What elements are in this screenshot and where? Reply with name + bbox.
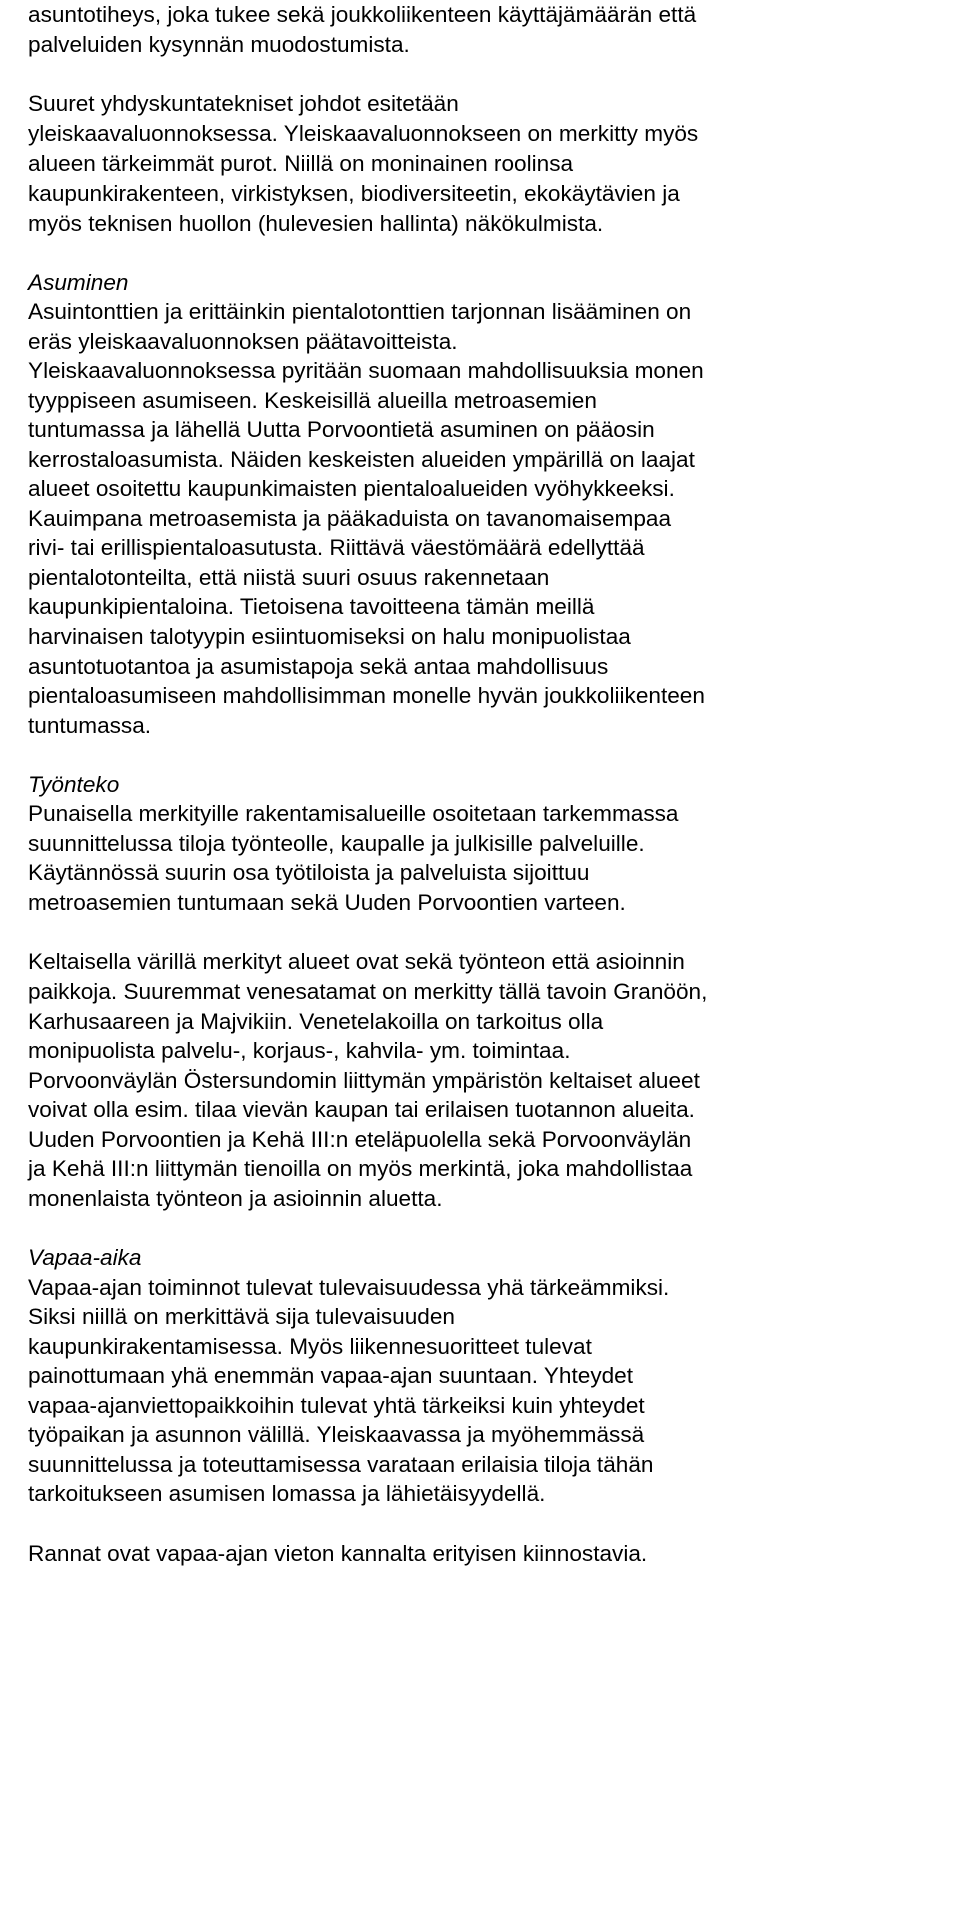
text-line: eräs yleiskaavaluonnoksen päätavoitteista. [28, 329, 458, 354]
text-line: alueen tärkeimmät purot. Niillä on moninainen roolinsa [28, 151, 574, 176]
text-line: metroasemien tuntumaan sekä Uuden Porvoontien varteen. [28, 890, 626, 915]
text-line: tuntumassa. [28, 713, 152, 738]
text-line: myös teknisen huollon (hulevesien hallinta) näkökulmista. [28, 211, 604, 236]
text-line: asuntotuotantoa ja asumistapoja sekä antaa mahdollisuus [28, 654, 609, 679]
text-line: suunnittelussa ja toteuttamisessa varataan erilaisia tiloja tähän [28, 1452, 654, 1477]
text-line: pientalotonteilta, että niistä suuri osuus rakennetaan [28, 565, 550, 590]
text-line: voivat olla esim. tilaa vievän kaupan tai erilaisen tuotannon alueita. [28, 1097, 695, 1122]
text-line: pientaloasumiseen mahdollisimman monelle hyvän joukkoliikenteen [28, 683, 705, 708]
text-line: Rannat ovat vapaa-ajan vieton kannalta erityisen kiinnostavia. [28, 1541, 648, 1566]
text-line: Porvoonväylän Östersundomin liittymän ympäristön keltaiset alueet [28, 1068, 700, 1093]
section-heading-vapaa-aika: Vapaa-aika [28, 1245, 142, 1270]
text-line: monenlaista työnteon ja asioinnin aluetta. [28, 1186, 443, 1211]
text-line: Suuret yhdyskuntatekniset johdot esitetään [28, 91, 459, 116]
text-line: Punaisella merkityille rakentamisalueille osoitetaan tarkemmassa [28, 801, 679, 826]
text-line: ja Kehä III:n liittymän tienoilla on myös merkintä, joka mahdollistaa [28, 1156, 693, 1181]
text-line: Yleiskaavaluonnoksessa pyritään suomaan mahdollisuuksia monen [28, 358, 704, 383]
text-line: kaupunkipientaloina. Tietoisena tavoitteena tämän meillä [28, 594, 595, 619]
text-line: kaupunkirakentamisessa. Myös liikennesuoritteet tulevat [28, 1334, 592, 1359]
text-line: Uuden Porvoontien ja Kehä III:n eteläpuolella sekä Porvoonväylän [28, 1127, 692, 1152]
section-heading-tyonteko: Työnteko [28, 772, 120, 797]
text-line: alueet osoitettu kaupunkimaisten pientaloalueiden vyöhykkeeksi. [28, 476, 675, 501]
text-line: tyyppiseen asumiseen. Keskeisillä alueilla metroasemien [28, 388, 597, 413]
text-line: Käytännössä suurin osa työtiloista ja palveluista sijoittuu [28, 860, 590, 885]
text-line: painottumaan yhä enemmän vapaa-ajan suuntaan. Yhteydet [28, 1363, 634, 1388]
text-line: rivi- tai erillispientaloasutusta. Riittävä väestömäärä edellyttää [28, 535, 645, 560]
text-line: tuntumassa ja lähellä Uutta Porvoontietä asuminen on pääosin [28, 417, 655, 442]
text-line: vapaa-ajanviettopaikkoihin tulevat yhtä tärkeiksi kuin yhteydet [28, 1393, 645, 1418]
text-line: asuntotiheys, joka tukee sekä joukkoliikenteen käyttäjämäärän että [28, 2, 697, 27]
text-line: harvinaisen talotyypin esiintuomiseksi on halu monipuolistaa [28, 624, 631, 649]
text-line: suunnittelussa tiloja työnteolle, kaupalle ja julkisille palveluille. [28, 831, 645, 856]
text-line: kerrostaloasumista. Näiden keskeisten alueiden ympärillä on laajat [28, 447, 695, 472]
text-line: Karhusaareen ja Majvikiin. Venetelakoilla on tarkoitus olla [28, 1009, 604, 1034]
text-line: monipuolista palvelu-, korjaus-, kahvila- ym. toimintaa. [28, 1038, 571, 1063]
text-line: palveluiden kysynnän muodostumista. [28, 32, 410, 57]
text-line: tarkoitukseen asumisen lomassa ja lähietäisyydellä. [28, 1481, 546, 1506]
text-line: kaupunkirakenteen, virkistyksen, biodiversiteetin, ekokäytävien ja [28, 181, 680, 206]
section-heading-asuminen: Asuminen [28, 270, 129, 295]
text-line: Siksi niillä on merkittävä sija tulevaisuuden [28, 1304, 455, 1329]
text-line: paikkoja. Suuremmat venesatamat on merkitty tällä tavoin Granöön, [28, 979, 708, 1004]
text-line: Vapaa-ajan toiminnot tulevat tulevaisuudessa yhä tärkeämmiksi. [28, 1275, 670, 1300]
text-line: työpaikan ja asunnon välillä. Yleiskaavassa ja myöhemmässä [28, 1422, 645, 1447]
text-line: Keltaisella värillä merkityt alueet ovat sekä työnteon että asioinnin [28, 949, 685, 974]
text-line: Kauimpana metroasemista ja pääkaduista on tavanomaisempaa [28, 506, 672, 531]
text-line: Asuintonttien ja erittäinkin pientalotonttien tarjonnan lisääminen on [28, 299, 692, 324]
text-line: yleiskaavaluonnoksessa. Yleiskaavaluonnokseen on merkitty myös [28, 121, 699, 146]
